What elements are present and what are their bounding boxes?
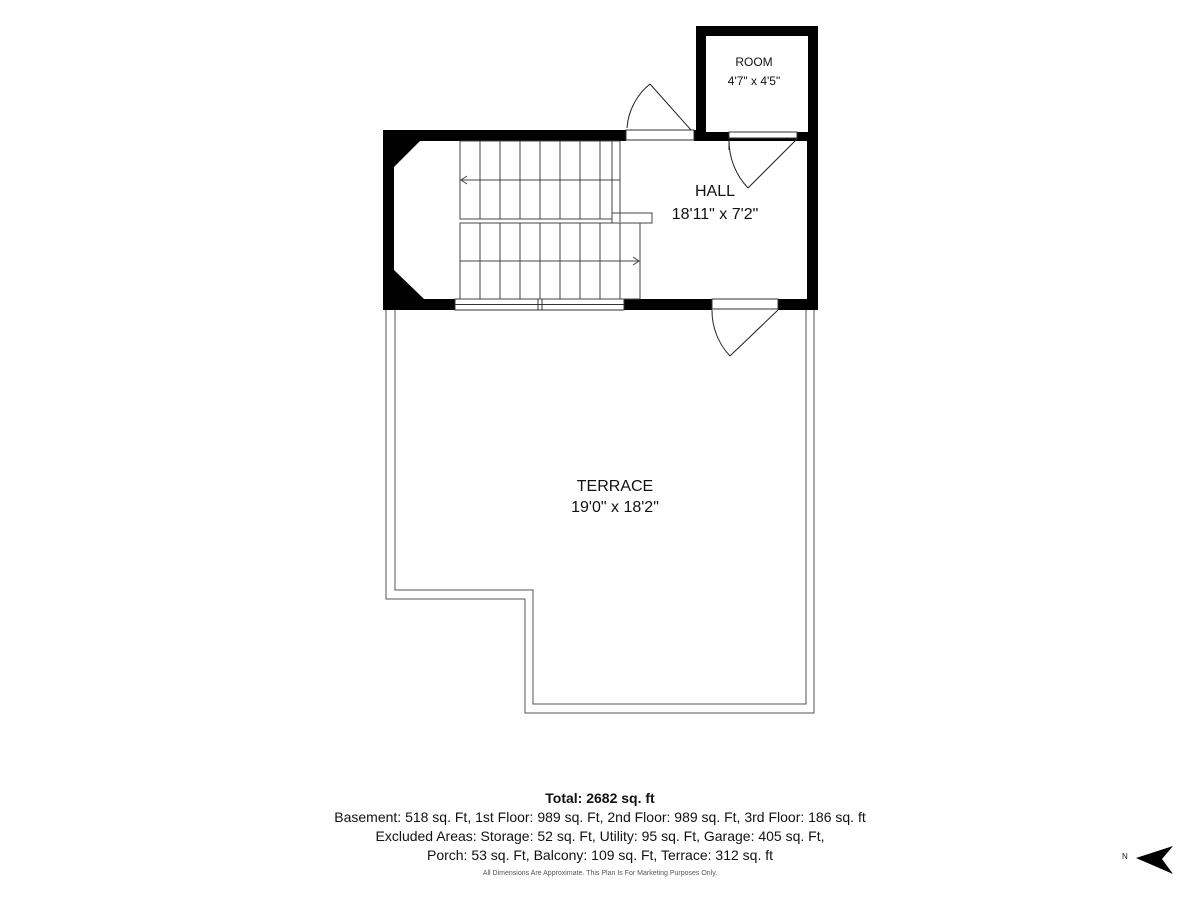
floor-areas: Basement: 518 sq. Ft, 1st Floor: 989 sq. Ft, 2nd Floor: 989 sq. Ft, 3rd Floor: 186 sq. ft: [334, 809, 866, 825]
compass-label: N: [1122, 852, 1128, 861]
wall-chamfer-top: [394, 141, 420, 167]
wall-left: [383, 130, 394, 310]
north-arrow-icon: [1118, 842, 1178, 878]
room-label-terrace: [540, 476, 690, 518]
room-label-hall: [640, 180, 790, 226]
disclaimer: All Dimensions Are Approximate. This Plan Is For Marketing Purposes Only.: [482, 870, 718, 877]
terrace-dimensions: 19'0" x 18'2": [571, 499, 659, 516]
excluded-areas: Excluded Areas: Storage: 52 sq. Ft, Utility: 95 sq. Ft, Garage: 405 sq. Ft,: [375, 828, 825, 844]
room-name: ROOM: [735, 55, 773, 69]
excluded-areas-continued: Porch: 53 sq. Ft, Balcony: 109 sq. Ft, Terrace: 312 sq. ft: [426, 847, 774, 863]
wall-top-left: [383, 130, 626, 141]
north-compass: [1118, 842, 1178, 878]
room-dimensions: 4'7" x 4'5": [727, 74, 781, 88]
door-opening-room: [729, 132, 797, 138]
total-area: Total: 2682 sq. ft: [545, 790, 655, 806]
room-wall-top: [696, 26, 818, 36]
wall-chamfer-bottom: [394, 270, 424, 299]
hall-name: HALL: [694, 183, 736, 200]
wall-bottom-right: [778, 299, 818, 310]
wall-bottom-mid: [624, 299, 712, 310]
room-label-room: [704, 53, 804, 91]
wall-right: [807, 130, 818, 310]
terrace-name: TERRACE: [576, 478, 654, 495]
hall-dimensions: 18'11" x 7'2": [671, 206, 759, 223]
door-opening-top: [626, 130, 694, 140]
room-wall-right: [808, 26, 818, 140]
door-opening-bottom: [712, 299, 778, 309]
area-summary: [250, 789, 950, 865]
stairs: [460, 141, 652, 299]
wall-bottom-left: [383, 299, 455, 310]
